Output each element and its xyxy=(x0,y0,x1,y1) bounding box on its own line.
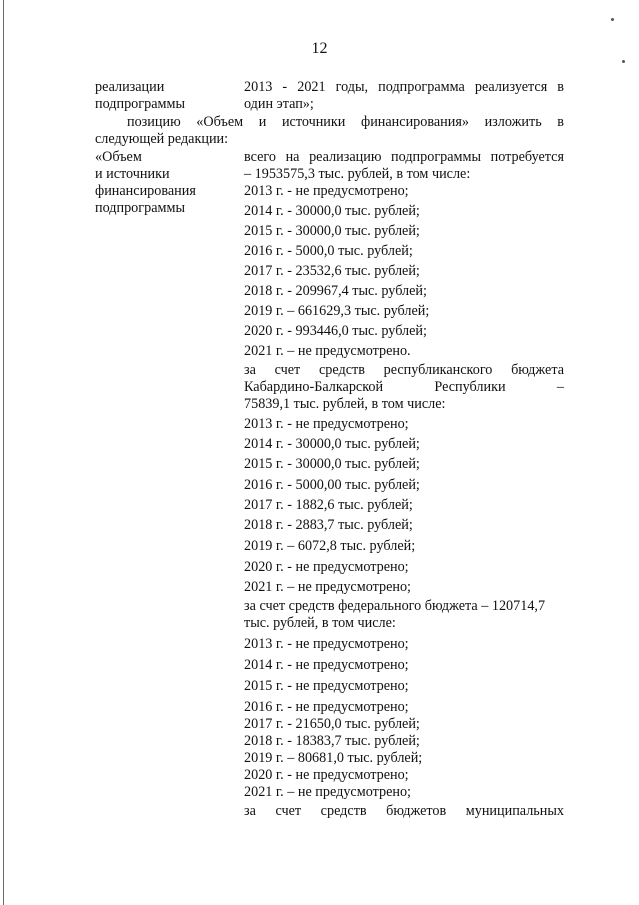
federal-line-2: тыс. рублей, в том числе: xyxy=(244,615,396,631)
scan-speck xyxy=(611,18,614,21)
total-year-2018: 2018 г. - 209967,4 тыс. рублей; xyxy=(244,283,427,299)
regional-year-2016: 2016 г. - 5000,00 тыс. рублей; xyxy=(244,477,420,493)
regional-line-1: за счет средств республиканского бюджета xyxy=(244,362,564,378)
regional-year-2014: 2014 г. - 30000,0 тыс. рублей; xyxy=(244,436,420,452)
municipal-line: за счет средств бюджетов муниципальных xyxy=(244,803,564,819)
regional-year-2020: 2020 г. - не предусмотрено; xyxy=(244,559,409,575)
federal-year-2021: 2021 г. – не предусмотрено; xyxy=(244,784,411,800)
federal-year-2020: 2020 г. - не предусмотрено; xyxy=(244,767,409,783)
total-year-2020: 2020 г. - 993446,0 тыс. рублей; xyxy=(244,323,427,339)
label-line-4: подпрограммы xyxy=(95,200,185,216)
regional-line-2: Кабардино-Балкарской Республики – xyxy=(244,379,564,395)
top-right-line-2: один этап»; xyxy=(244,96,314,112)
label-line-2: и источники xyxy=(95,166,170,182)
total-year-2019: 2019 г. – 661629,3 тыс. рублей; xyxy=(244,303,430,319)
label-line-3: финансирования xyxy=(95,183,196,199)
federal-line-1: за счет средств федерального бюджета – 120714,7 xyxy=(244,598,546,614)
federal-year-2017: 2017 г. - 21650,0 тыс. рублей; xyxy=(244,716,420,732)
instruction-line-2: следующей редакции: xyxy=(95,131,229,147)
page-number: 12 xyxy=(311,40,328,57)
federal-year-2016: 2016 г. - не предусмотрено; xyxy=(244,699,409,715)
instruction-line-1: позицию «Объем и источники финансирования» изложить в xyxy=(127,114,564,130)
regional-line-3: 75839,1 тыс. рублей, в том числе: xyxy=(244,396,446,412)
regional-year-2017: 2017 г. - 1882,6 тыс. рублей; xyxy=(244,497,413,513)
label-line-1: «Объем xyxy=(95,149,142,165)
regional-year-2019: 2019 г. – 6072,8 тыс. рублей; xyxy=(244,538,416,554)
total-year-2013: 2013 г. - не предусмотрено; xyxy=(244,183,409,199)
total-year-2017: 2017 г. - 23532,6 тыс. рублей; xyxy=(244,263,420,279)
federal-year-2018: 2018 г. - 18383,7 тыс. рублей; xyxy=(244,733,420,749)
federal-year-2014: 2014 г. - не предусмотрено; xyxy=(244,657,409,673)
regional-year-2021: 2021 г. – не предусмотрено; xyxy=(244,579,411,595)
scan-speck xyxy=(622,60,625,63)
total-line-2: – 1953575,3 тыс. рублей, в том числе: xyxy=(244,166,471,182)
total-year-2015: 2015 г. - 30000,0 тыс. рублей; xyxy=(244,223,420,239)
federal-year-2019: 2019 г. – 80681,0 тыс. рублей; xyxy=(244,750,423,766)
federal-year-2013: 2013 г. - не предусмотрено; xyxy=(244,636,409,652)
top-right-line-1: 2013 - 2021 годы, подпрограмма реализуется в xyxy=(244,79,564,95)
scan-edge-line xyxy=(3,0,4,905)
total-year-2016: 2016 г. - 5000,0 тыс. рублей; xyxy=(244,243,413,259)
regional-year-2015: 2015 г. - 30000,0 тыс. рублей; xyxy=(244,456,420,472)
regional-year-2013: 2013 г. - не предусмотрено; xyxy=(244,416,409,432)
total-line-1: всего на реализацию подпрограммы потребуется xyxy=(244,149,564,165)
total-year-2014: 2014 г. - 30000,0 тыс. рублей; xyxy=(244,203,420,219)
top-left-line-2: подпрограммы xyxy=(95,96,185,112)
top-left-line-1: реализации xyxy=(95,79,165,95)
federal-year-2015: 2015 г. - не предусмотрено; xyxy=(244,678,409,694)
total-year-2021: 2021 г. – не предусмотрено. xyxy=(244,343,411,359)
regional-year-2018: 2018 г. - 2883,7 тыс. рублей; xyxy=(244,517,413,533)
